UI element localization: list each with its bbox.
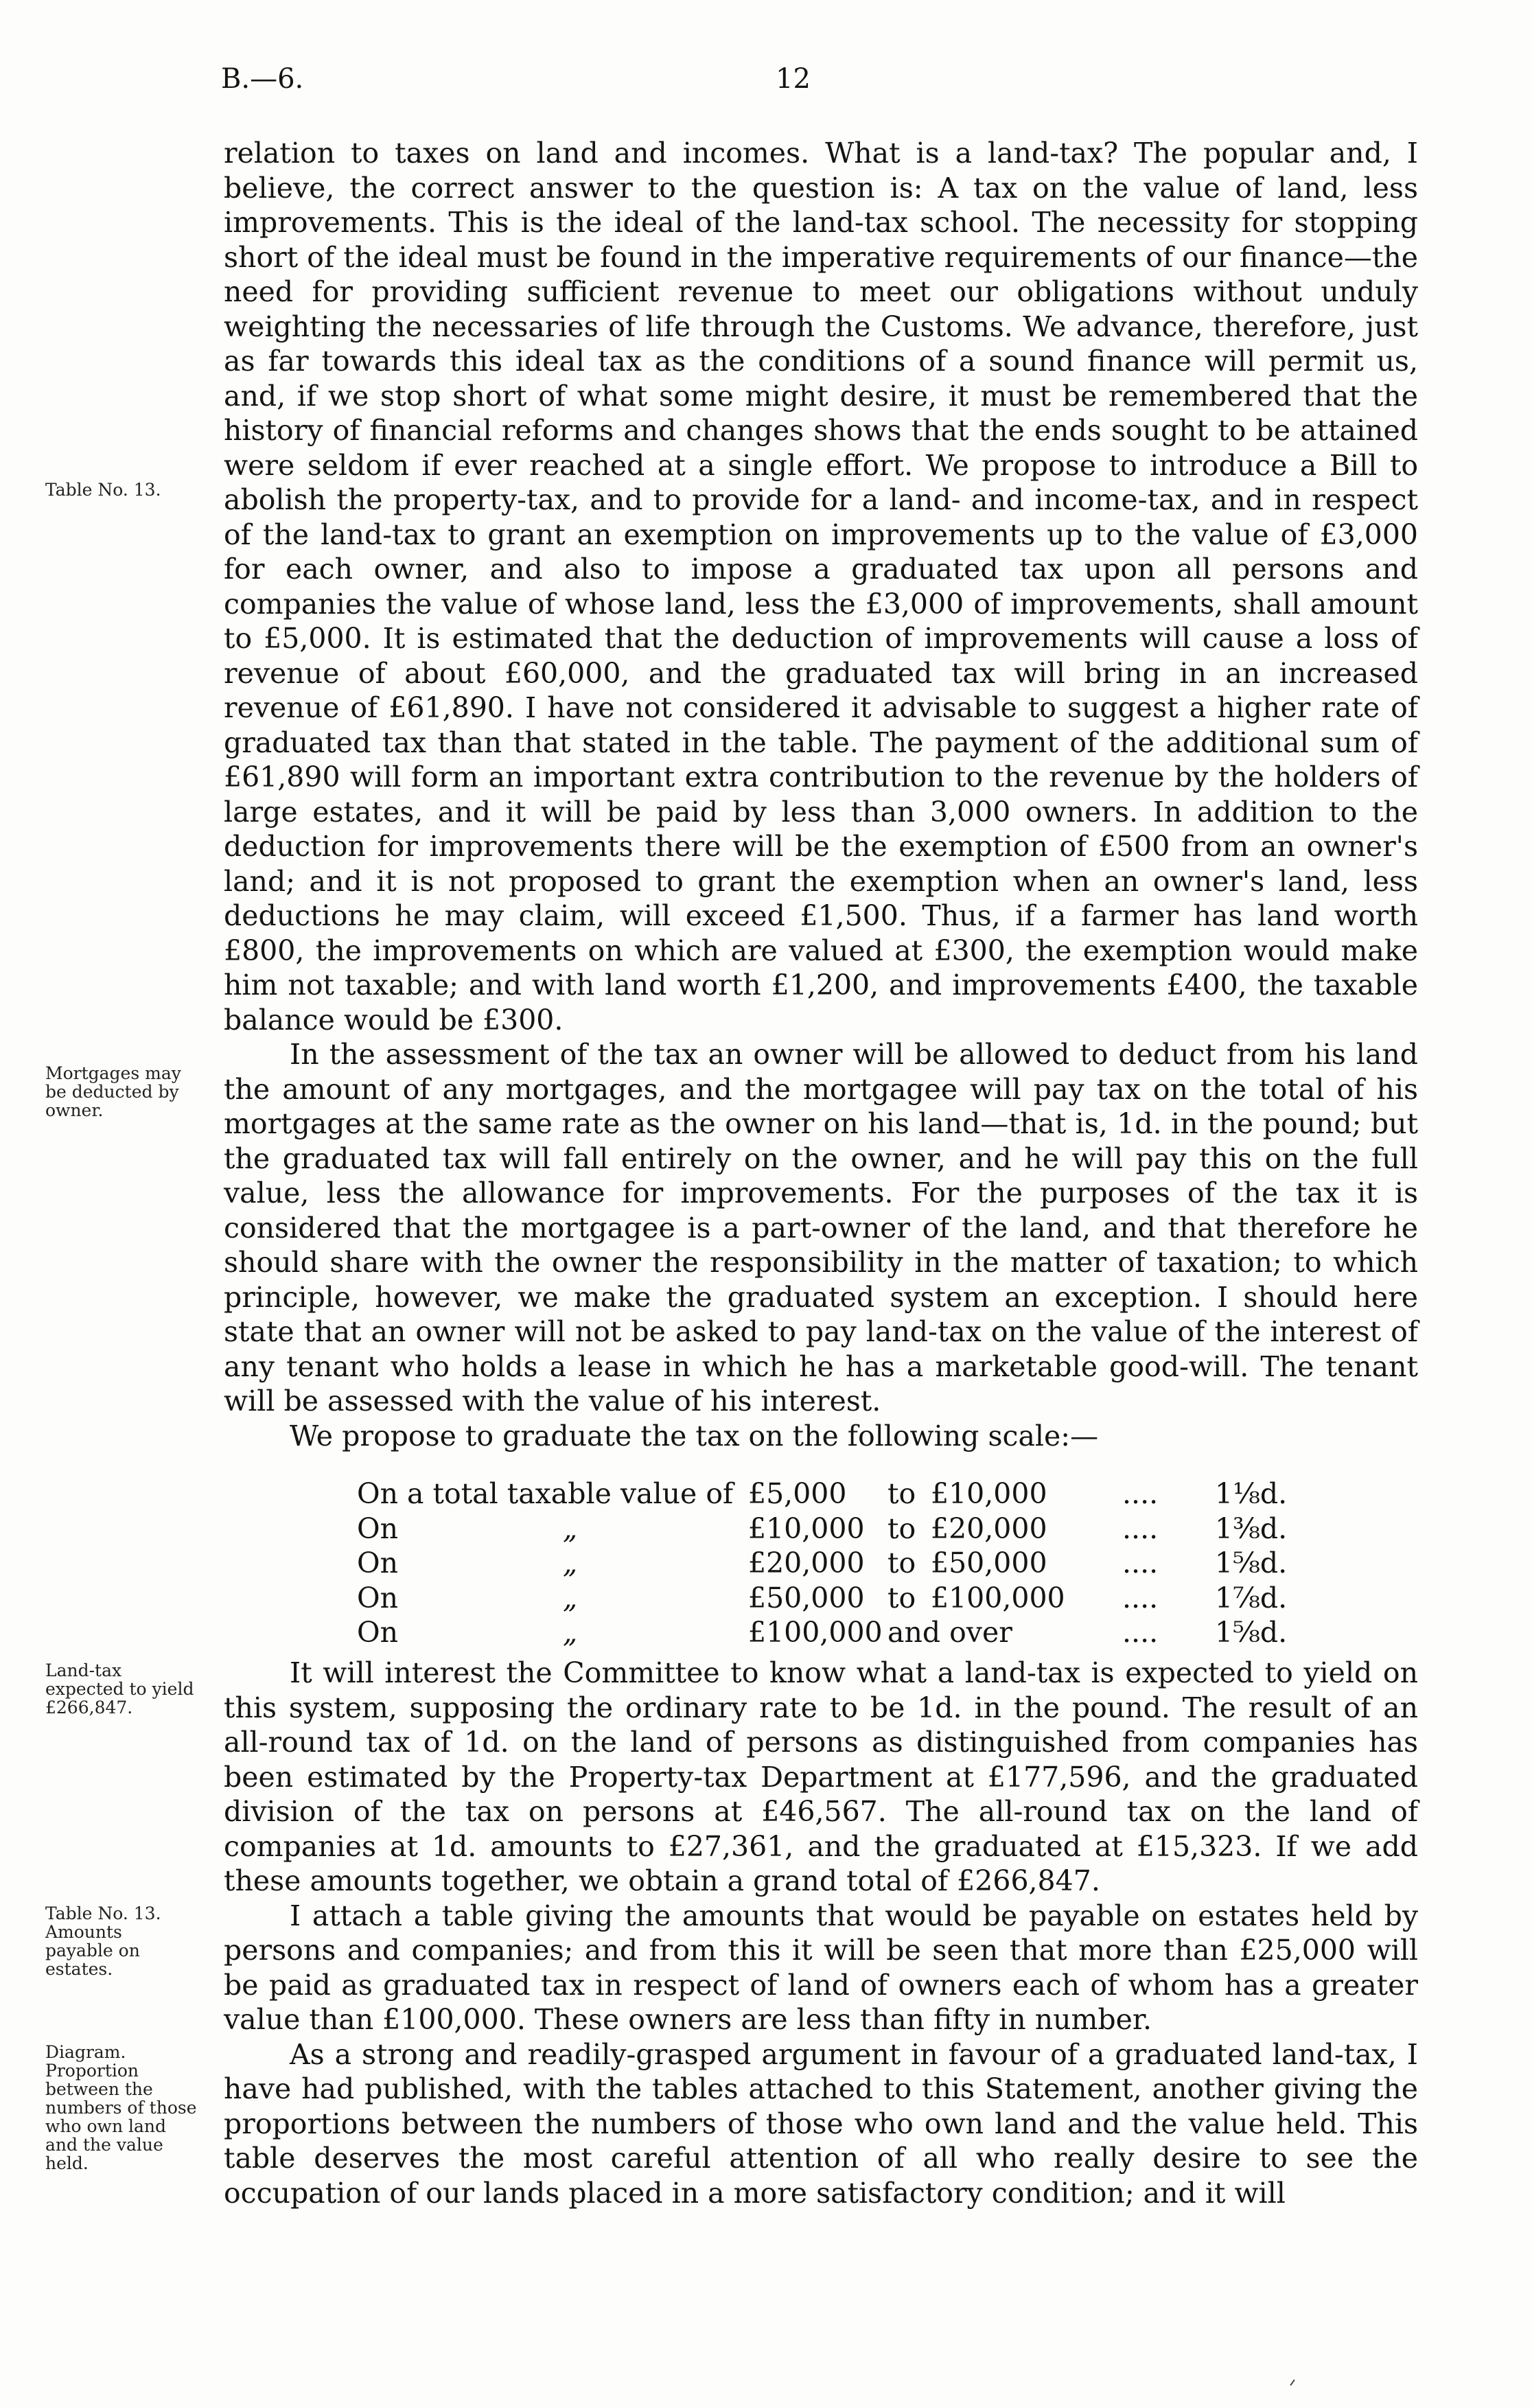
margin-note-line: Amounts [45,1922,122,1942]
row-rate: 1⅜d. [1215,1512,1288,1545]
row-dots: .... [1122,1512,1159,1545]
margin-note-amounts-payable [45,1904,224,1978]
row-from: £5,000 [748,1477,847,1510]
margin-note-mortgages [45,1064,224,1120]
row-dots: .... [1122,1547,1159,1579]
stray-mark [1290,2379,1295,2385]
margin-note-table-13 [45,481,224,499]
row-sep: to [887,1512,916,1545]
row-sep: to [887,1581,916,1614]
row-label: On a total taxable value of [357,1477,734,1510]
row-sep: to [887,1547,916,1579]
row-rate: 1⅝d. [1215,1616,1288,1649]
row-rate: 1⅝d. [1215,1547,1288,1579]
margin-note-line: £266,847. [45,1698,133,1717]
main-text-block-1 [224,136,1418,1453]
row-label: On [357,1581,399,1614]
margin-note-line: Table No. 13. [45,480,161,500]
paragraph-mortgages: In the assessment of the tax an owner will be allowed to deduct from his land the amount of any mortgages, and the mortgagee will pay tax on the total of his mortgages at the same rate as the owner on his land—that is, 1d. in the pound; but the graduated tax will fall entirely on the owner, and he will pay this on the full value, less the allowance for improvements. For the purposes of the tax it is considered that the mortgagee is a part-owner of the land, and that therefore he should share with the owner the responsibility in the matter of taxation; to which principle, however, we make the graduated system an exception. I should here state that an owner will not be asked to pay land-tax on the value of the interest of any tenant who holds a lease in which he has a marketable good-will. The tenant will be assessed with the value of his interest. [224,1038,1418,1417]
paragraph-yield: It will interest the Committee to know what a land-tax is expected to yield on this system, supposing the ordinary rate to be 1d. in the pound. The result of an all-round tax of 1d. on the land of persons as distinguished from companies has been estimated by the Property-tax Department at £177,596, and the graduated division of the tax on persons at £46,567. The all-round tax on the land of companies at 1d. amounts to £27,361, and the graduated at £15,323. If we add these amounts together, we obtain a grand total of £266,847. [224,1656,1418,1897]
margin-note-line: held. [45,2153,89,2173]
margin-note-diagram [45,2043,224,2173]
row-sep: and over [887,1616,1012,1649]
margin-note-line: owner. [45,1100,104,1120]
row-dots: .... [1122,1477,1159,1510]
row-ditto: „ [563,1547,578,1579]
row-ditto: „ [563,1616,578,1649]
paragraph-estates-table: I attach a table giving the amounts that would be payable on estates held by persons and companies; and from this it will be seen that more than £25,000 will be paid as graduated tax in respect of land of owners each of whom has a greater value than £100,000. These owners are less than fifty in number. [224,1899,1418,2036]
margin-note-line: Mortgages may [45,1063,181,1083]
row-label: On [357,1616,399,1649]
row-from: £20,000 [748,1547,865,1579]
row-label: On [357,1547,399,1579]
row-rate: 1⅞d. [1215,1581,1288,1614]
document-reference: B.—6. [221,63,304,95]
row-dots: .... [1122,1581,1159,1614]
margin-note-line: who own land [45,2116,167,2136]
margin-note-line: payable on [45,1941,140,1960]
row-to: £50,000 [931,1547,1047,1579]
margin-note-line: between the [45,2079,153,2099]
paragraph-diagram: As a strong and readily-grasped argument in favour of a graduated land-tax, I have had published, with the tables attached to this Statement, another giving the proportions between the numbers of those who own land and the value held. This table deserves the most careful attention of all who really desire to see the occupation of our lands placed in a more satisfactory condition; and it will [224,2037,1418,2210]
row-from: £10,000 [748,1512,865,1545]
row-label: On [357,1512,399,1545]
row-from: £100,000 [748,1616,883,1649]
margin-note-line: estates. [45,1959,113,1979]
margin-note-line: and the value [45,2135,163,2155]
row-from: £50,000 [748,1581,865,1614]
margin-note-line: numbers of those [45,2098,197,2118]
row-sep: to [887,1477,916,1510]
margin-note-landtax-yield [45,1661,224,1717]
row-dots: .... [1122,1616,1159,1649]
margin-note-line: Diagram. [45,2042,126,2062]
margin-note-line: be deducted by [45,1082,179,1102]
main-text-block-2 [224,1656,1418,2210]
margin-note-line: Proportion [45,2061,139,2081]
row-to: £10,000 [931,1477,1047,1510]
margin-note-line: Table No. 13. [45,1903,161,1923]
margin-note-line: expected to yield [45,1679,194,1699]
margin-note-line: Land-tax [45,1660,122,1680]
row-to: £20,000 [931,1512,1047,1545]
row-rate: 1⅛d. [1215,1477,1288,1510]
row-ditto: „ [563,1581,578,1614]
paragraph-land-tax-ideal: relation to taxes on land and incomes. What is a land-tax? The popular and, I believe, the correct answer to the question is: A tax on the value of land, less improvements. This is the ideal of the land-tax school. The necessity for stopping short of the ideal must be found in the imperative requirements of our finance—the need for providing sufficient revenue to meet our obligations without unduly weighting the necessaries of life through the Customs. We advance, therefore, just as far towards this ideal tax as the conditions of a sound finance will permit us, and, if we stop short of what some might desire, it must be remembered that the history of financial reforms and changes shows that the ends sought to be attained were seldom if ever reached at a single effort. We propose to introduce a Bill to abolish the property-tax, and to provide for a land- and income-tax, and in respect of the land-tax to grant an exemption on improvements up to the value of £3,000 for each owner, and also to impose a graduated tax upon all persons and companies the value of whose land, less the £3,000 of improvements, shall amount to £5,000. It is estimated that the deduction of improvements will cause a loss of revenue of about £60,000, and the graduated tax will bring in an increased revenue of £61,890. I have not considered it advisable to suggest a higher rate of graduated tax than that stated in the table. The payment of the additional sum of £61,890 will form an important extra contribution to the revenue by the holders of large estates, and it will be paid by less than 3,000 owners. In addition to the deduction for improvements there will be the exemption of £500 from an owner's land; and it is not proposed to grant the exemption when an owner's land, less deductions he may claim, will exceed £1,500. Thus, if a farmer has land worth £800, the improvements on which are valued at £300, the exemption would make him not taxable; and with land worth £1,200, and improvements £400, the taxable balance would be £300. [224,137,1418,1037]
row-ditto: „ [563,1512,578,1545]
paragraph-scale-intro: We propose to graduate the tax on the following scale:— [290,1419,1099,1452]
page-number: 12 [776,63,811,95]
row-to: £100,000 [931,1581,1065,1614]
